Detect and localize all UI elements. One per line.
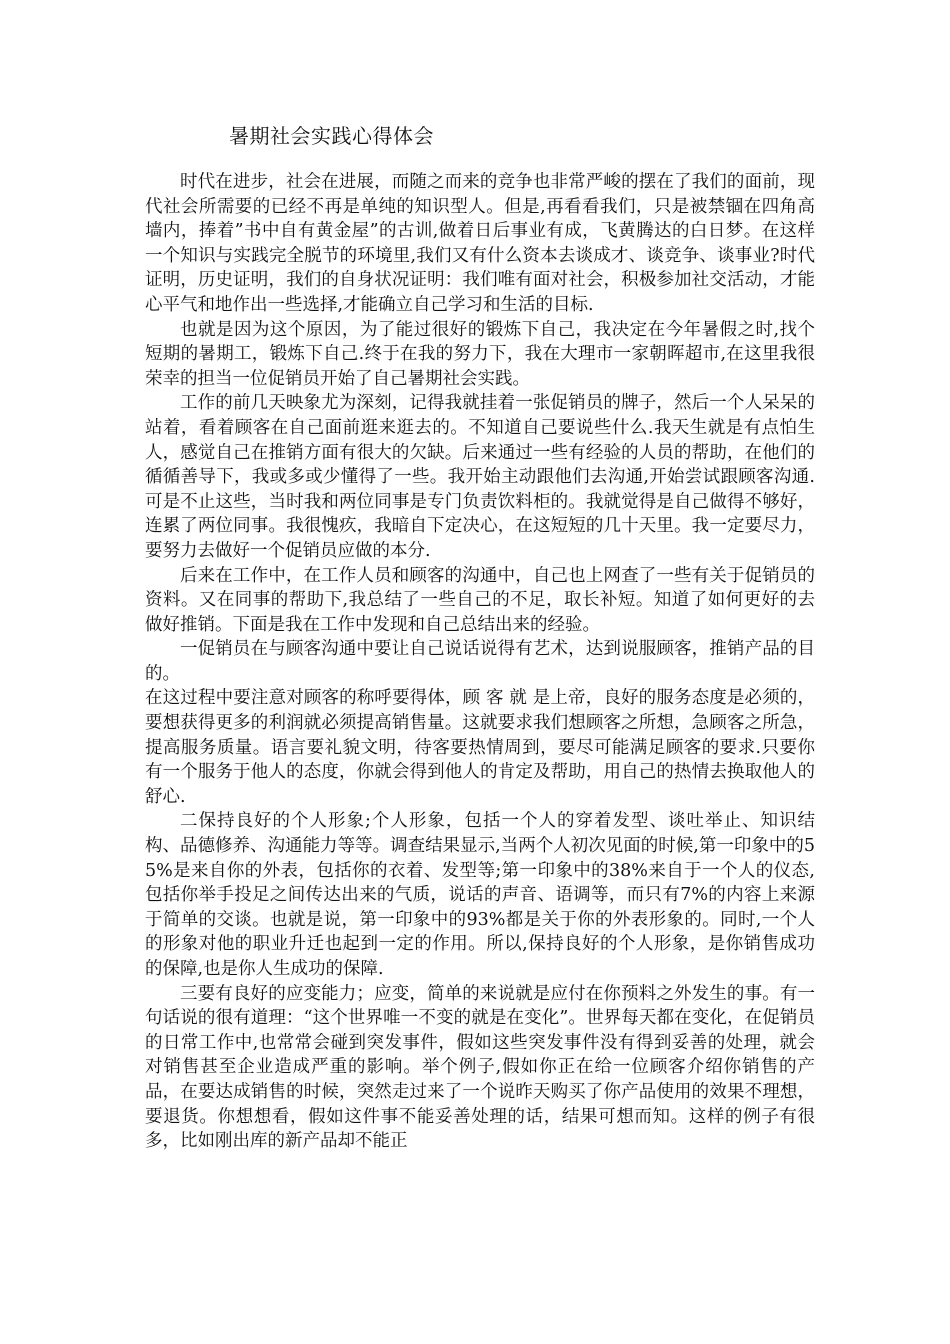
paragraph-3: 工作的前几天映象尤为深刻，记得我就挂着一张促销员的牌子，然后一个人呆呆的站着，看着顾客在自己面前逛来逛去的。不知道自己要说些什么.我天生就是有点怕生人，感觉自己在推销方面有很大的欠缺。后来通过一些有经验的人员的帮助，在他们的循循善导下，我或多或少懂得了一些。我开始主动跟他们去沟通,开始尝试跟顾客沟通.可是不止这些，当时我和两位同事是专门负责饮料柜的。我就觉得是自己做得不够好，连累了两位同事。我很愧疚，我暗自下定决心，在这短短的几十天里。我一定要尽力，要努力去做好一个促销员应做的本分. (145, 393, 815, 561)
paragraph-6: 在这过程中要注意对顾客的称呼要得体，顾 客 就 是上帝，良好的服务态度是必须的，要想获得更多的利润就必须提高销售量。这就要求我们想顾客之所想，急顾客之所急，提高服务质量。语言要礼貌文明，待客要热情周到，要尽可能满足顾客的要求.只要你有一个服务于他人的态度，你就会得到他人的肯定及帮助，用自己的热情去换取他人的舒心. (145, 688, 815, 807)
paragraph-5: 一促销员在与顾客沟通中要让自己说话说得有艺术，达到说服顾客，推销产品的目的。 (145, 639, 815, 684)
paragraph-4: 后来在工作中，在工作人员和顾客的沟通中，自己也上网查了一些有关于促销员的资料。又在同事的帮助下,我总结了一些自己的不足，取长补短。知道了如何更好的去做好推销。下面是我在工作中发现和自己总结出来的经验。 (145, 565, 815, 635)
document-title: 暑期社会实践心得体会 (229, 124, 434, 148)
paragraph-2: 也就是因为这个原因，为了能过很好的锻炼下自己，我决定在今年暑假之时,找个短期的暑期工，锻炼下自己.终于在我的努力下，我在大理市一家朝晖超市,在这里我很荣幸的担当一位促销员开始了自己暑期社会实践。 (145, 319, 815, 389)
paragraph-1: 时代在进步，社会在进展，而随之而来的竞争也非常严峻的摆在了我们的面前，现代社会所需要的已经不再是单纯的知识型人。但是,再看看我们，只是被禁锢在四角高墙内，捧着”书中自有黄金屋”的古训,做着日后事业有成，飞黄腾达的白日梦。在这样一个知识与实践完全脱节的环境里,我们又有什么资本去谈成才、谈竞争、谈事业?时代证明，历史证明，我们的自身状况证明：我们唯有面对社会，积极参加社交活动，才能心平气和地作出一些选择,才能确立自己学习和生活的目标. (145, 172, 815, 315)
document-body (145, 170, 815, 1154)
paragraph-7: 二保持良好的个人形象;个人形象，包括一个人的穿着发型、谈吐举止、知识结构、品德修养、沟通能力等等。调查结果显示,当两个人初次见面的时候,第一印象中的55%是来自你的外表，包括你的衣着、发型等;第一印象中的38%来自于一个人的仪态,包括你举手投足之间传达出来的气质，说话的声音、语调等，而只有7%的内容上来源于简单的交谈。也就是说，第一印象中的93%都是关于你的外表形象的。同时,一个人的形象对他的职业升迁也起到一定的作用。所以,保持良好的个人形象，是你销售成功的保障,也是你人生成功的保障. (145, 811, 815, 979)
paragraph-8: 三要有良好的应变能力；应变，简单的来说就是应付在你预料之外发生的事。有一句话说的很有道理：“这个世界唯一不变的就是在变化”。世界每天都在变化，在促销员的日常工作中,也常常会碰到突发事件，假如这些突发事件没有得到妥善的处理，就会对销售甚至企业造成严重的影响。举个例子,假如你正在给一位顾客介绍你销售的产品，在要达成销售的时候，突然走过来了一个说昨天购买了你产品使用的效果不理想，要退货。你想想看，假如这件事不能妥善处理的话，结果可想而知。这样的例子有很多，比如刚出库的新产品却不能正 (145, 983, 815, 1152)
